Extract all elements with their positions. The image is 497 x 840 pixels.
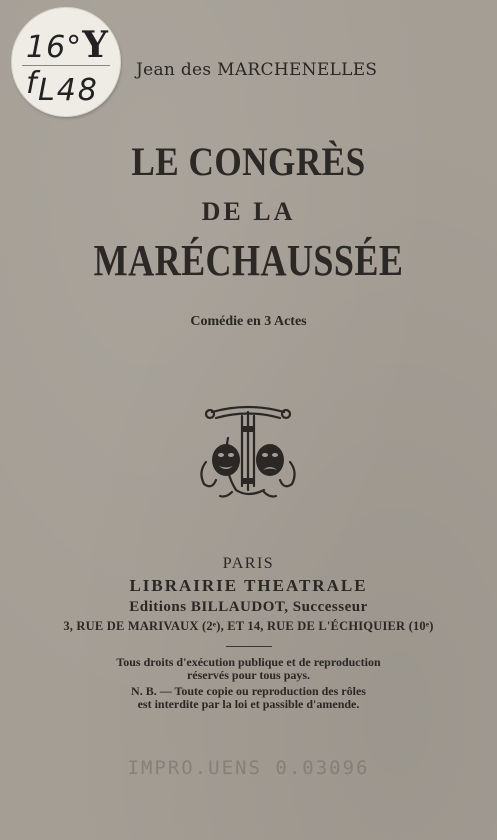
- nb-notice: [0, 685, 497, 711]
- label-shelfmark: L48: [38, 73, 99, 108]
- title-line-1: LE CONGRÈS: [131, 139, 366, 184]
- author-name: Jean des MARCHENELLES: [136, 60, 378, 80]
- subtitle: Comédie en 3 Actes: [190, 314, 307, 329]
- label-divider: [22, 65, 110, 66]
- label-letter: Y: [82, 24, 109, 66]
- imprint-address: 3, RUE DE MARIVAUX (2ᵉ), ET 14, RUE DE L'ÉCHIQUIER (10ᵉ): [63, 619, 434, 633]
- label-suffix: f: [26, 66, 38, 101]
- imprint-divider: [226, 646, 272, 647]
- label-prefix: 16°: [26, 30, 83, 65]
- nb-line-1: N. B. — Toute copie ou reproduction des rôles: [131, 684, 366, 698]
- theatre-masks-monogram-icon: [192, 398, 304, 504]
- nb-line-2: est interdite par la loi et passible d'amende.: [137, 697, 360, 711]
- rights-line-2: réservés pour tous pays.: [186, 668, 311, 682]
- library-stamp: IMPRO.UENS 0.03096: [127, 757, 370, 779]
- imprint-editions: Editions BILLAUDOT, Successeur: [129, 599, 368, 615]
- rights-notice: [0, 656, 497, 682]
- library-label-sticker: [12, 8, 120, 116]
- imprint-publisher: LIBRAIRIE THEATRALE: [129, 576, 368, 595]
- title-line-2: DE LA: [201, 197, 296, 226]
- title-line-3: MARÉCHAUSSÉE: [93, 236, 404, 285]
- imprint-city: PARIS: [222, 555, 275, 572]
- rights-line-1: Tous droits d'exécution publique et de reproduction: [116, 655, 381, 669]
